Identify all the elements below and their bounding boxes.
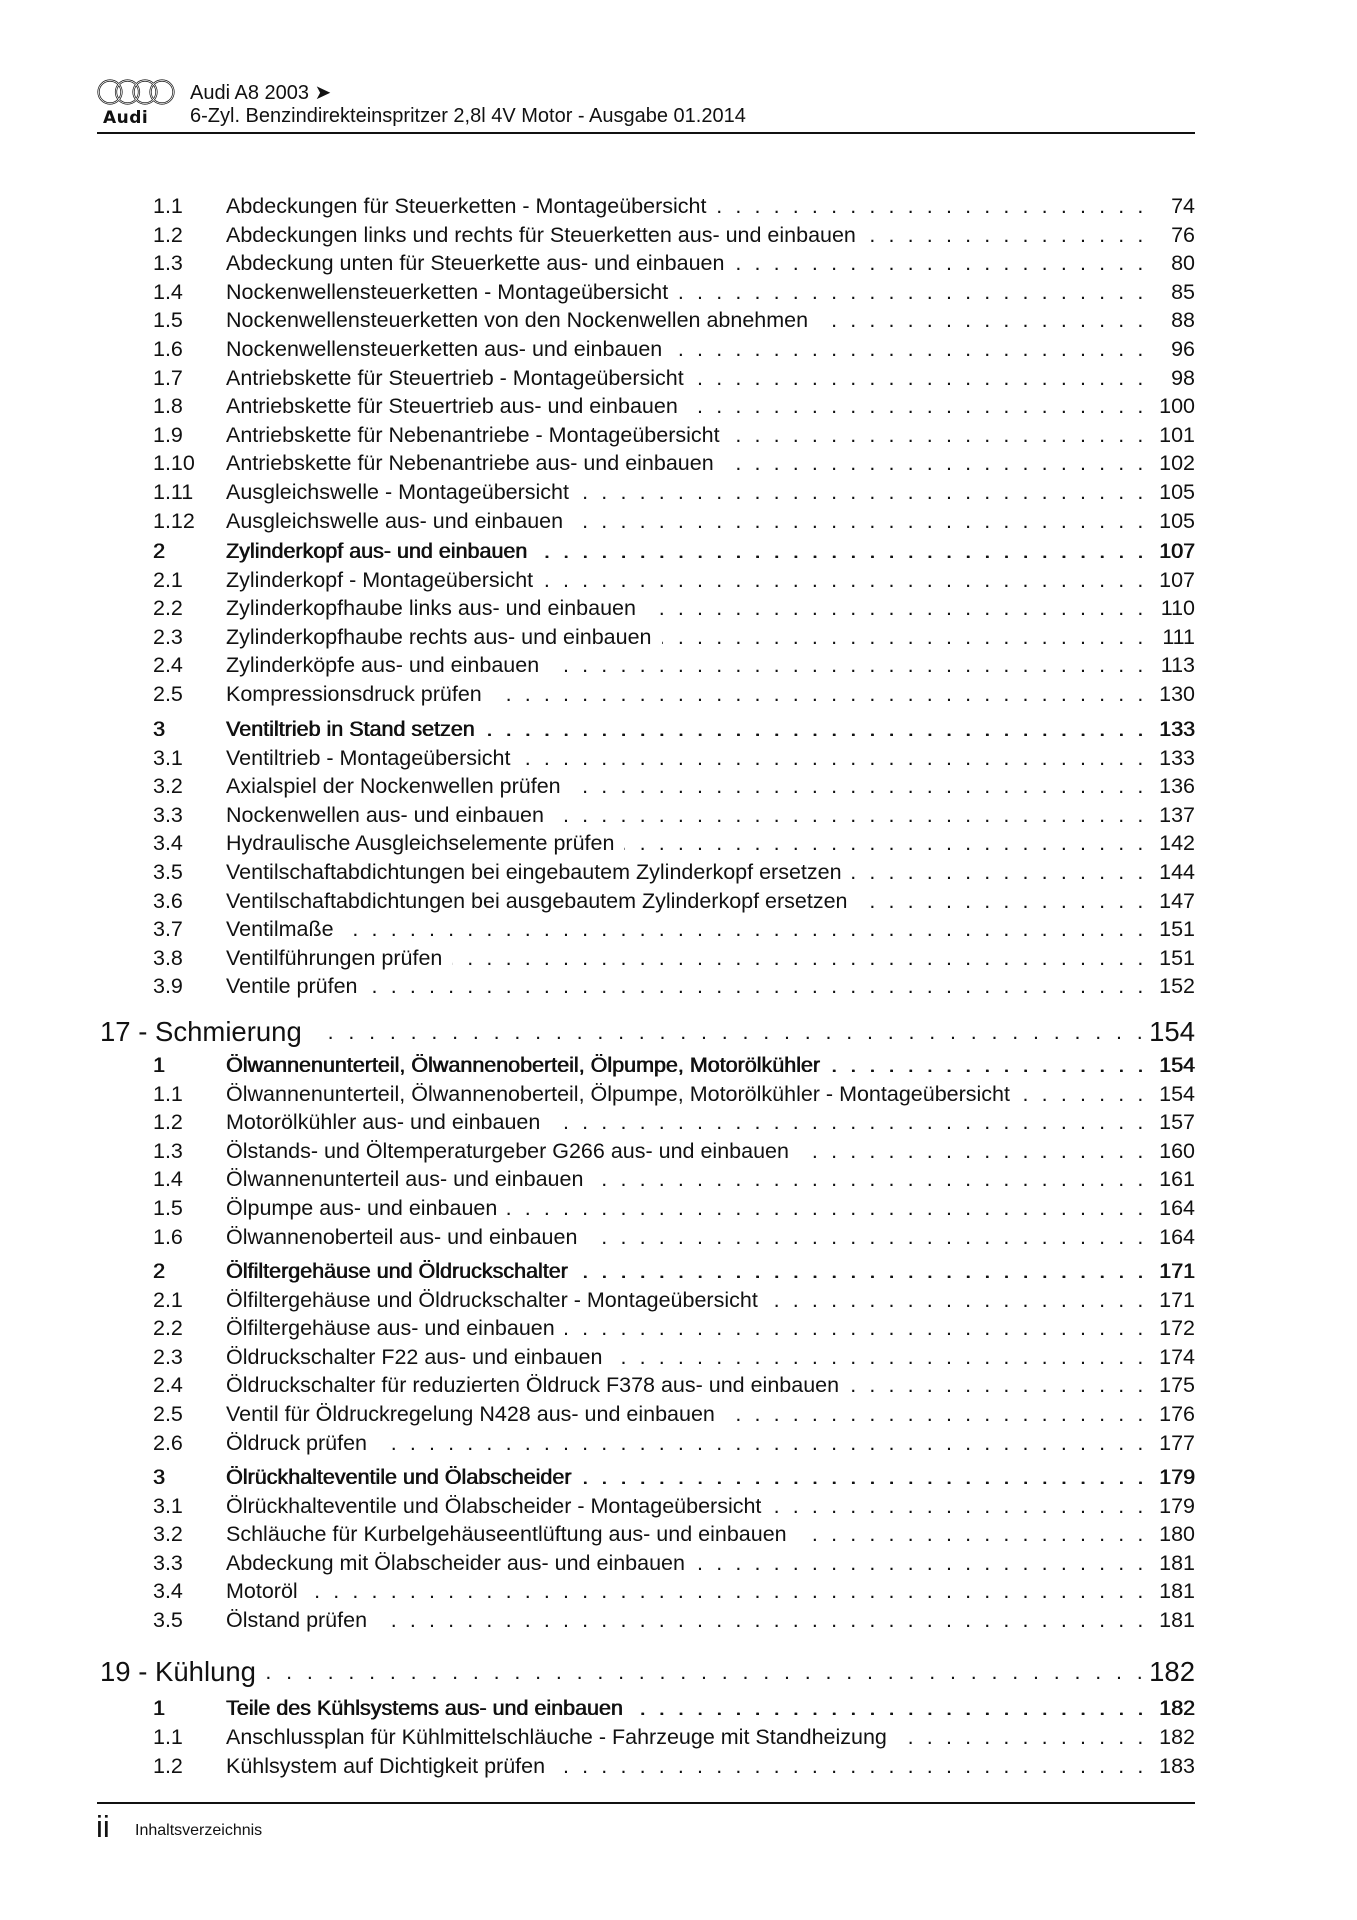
toc-entry[interactable]	[153, 1108, 1195, 1136]
dot-leader	[266, 1655, 1147, 1689]
dot-leader	[543, 566, 1147, 594]
toc-entry[interactable]	[153, 680, 1195, 708]
toc-entry-title: Ölpumpe aus- und einbauen	[226, 1196, 498, 1220]
toc-entry-title: Antriebskette für Steuertrieb aus- und einbauen	[226, 394, 678, 419]
toc-entry-page: 152	[1159, 974, 1195, 999]
dot-leader	[344, 915, 1147, 943]
dot-leader	[550, 1108, 1147, 1136]
dot-leader	[694, 364, 1147, 392]
dot-leader	[633, 1694, 1147, 1722]
toc-entry-page: 154	[1159, 1053, 1195, 1077]
dot-leader	[571, 772, 1147, 800]
toc-entry-number: 2.5	[153, 1402, 183, 1426]
footer-label: Inhaltsverzeichnis	[135, 1822, 263, 1839]
toc-entry-title: Zylinderkopf - Montageübersicht	[226, 567, 534, 592]
toc-entry-title: Schläuche für Kurbelgehäuseentlüftung aus- und einbauen	[226, 1522, 787, 1547]
toc-entry[interactable]	[153, 744, 1195, 772]
toc-entry-page: 102	[1159, 451, 1195, 476]
dot-leader	[492, 680, 1147, 708]
dot-leader	[858, 887, 1147, 915]
toc-entry-title: Motoröl	[226, 1579, 298, 1604]
toc-entry-page: 151	[1159, 945, 1195, 970]
toc-entry[interactable]	[153, 1520, 1195, 1548]
toc-entry[interactable]	[153, 1223, 1195, 1251]
toc-entry[interactable]	[153, 364, 1195, 392]
dot-leader	[549, 651, 1147, 679]
toc-entry-number: 1.2	[153, 222, 183, 247]
dot-leader	[799, 1137, 1147, 1165]
dot-leader	[1020, 1080, 1147, 1108]
brand-wordmark: Audi	[103, 108, 149, 128]
toc-entry-page: 88	[1171, 308, 1195, 333]
toc-entry-number: 2	[153, 1259, 165, 1283]
toc-entry-title: Abdeckungen links und rechts für Steuerketten aus- und einbauen	[226, 222, 856, 247]
toc-entry[interactable]	[153, 944, 1195, 972]
toc-entry-number: 3	[153, 1465, 165, 1489]
toc-entry-title: Ölstands- und Öltemperaturgeber G266 aus- und einbauen	[226, 1138, 789, 1163]
toc-entry-title: Ventiltrieb - Montageübersicht	[226, 745, 511, 770]
toc-entry[interactable]	[153, 221, 1195, 249]
toc-entry-number: 1.6	[153, 337, 183, 361]
toc-entry-number: 1.12	[153, 508, 195, 533]
toc-entry-page: 177	[1159, 1430, 1195, 1455]
dot-leader	[312, 1015, 1147, 1049]
toc-entry[interactable]	[153, 306, 1195, 334]
toc-entry-number: 2.3	[153, 624, 183, 649]
toc-entry[interactable]	[153, 772, 1195, 800]
dot-leader	[377, 1606, 1147, 1634]
toc-entry[interactable]	[153, 1314, 1195, 1342]
toc-entry-page: 161	[1159, 1167, 1195, 1192]
toc-entry[interactable]	[153, 801, 1195, 829]
toc-entry-title: 17 - Schmierung	[100, 1016, 302, 1047]
toc-entry-page: 154	[1159, 1081, 1195, 1106]
toc-entry-page: 74	[1171, 194, 1195, 218]
header-divider	[97, 132, 1195, 134]
toc-entry-title: Öldruck prüfen	[226, 1430, 368, 1455]
toc-entry-title: Zylinderkopf aus- und einbauen	[226, 539, 528, 563]
toc-entry-number: 1.1	[153, 194, 183, 218]
toc-entry-page: 176	[1159, 1402, 1195, 1426]
toc-entry-title: Nockenwellensteuerketten - Montageübersicht	[226, 279, 669, 304]
toc-entry[interactable]	[153, 829, 1195, 857]
toc-entry-title: Ausgleichswelle aus- und einbauen	[226, 508, 564, 533]
toc-entry-number: 3.5	[153, 860, 183, 884]
dot-leader	[452, 944, 1147, 972]
toc-entry-title: Ölwannenoberteil aus- und einbauen	[226, 1224, 578, 1249]
toc-entry-page: 105	[1159, 508, 1195, 533]
toc-entry-page: 113	[1160, 653, 1195, 678]
footer-divider	[97, 1802, 1195, 1804]
toc-entry-title: Ventilschaftabdichtungen bei eingebautem Zylinderkopf ersetzen	[226, 860, 842, 884]
toc-entry-page: 180	[1159, 1522, 1195, 1547]
toc-entry-title: Motorölkühler aus- und einbauen	[226, 1110, 541, 1135]
toc-entry-page: 179	[1159, 1465, 1195, 1489]
dot-leader	[368, 972, 1148, 1000]
toc-entry[interactable]	[153, 421, 1195, 449]
toc-entry-number: 1.1	[153, 1081, 183, 1106]
toc-entry-number: 2.5	[153, 682, 183, 706]
toc-entry-page: 98	[1171, 365, 1195, 390]
dot-leader	[730, 421, 1147, 449]
dot-leader	[830, 1051, 1147, 1079]
toc-entry-page: 110	[1160, 596, 1195, 621]
toc-entry-page: 164	[1159, 1196, 1195, 1220]
toc-entry-page: 171	[1159, 1259, 1195, 1283]
toc-section-entry[interactable]	[153, 715, 1195, 743]
dot-leader	[678, 278, 1147, 306]
toc-entry-number: 2.2	[153, 596, 183, 621]
toc-entry-title: Abdeckung mit Ölabscheider aus- und einbauen	[226, 1550, 685, 1575]
toc-entry[interactable]	[153, 1371, 1195, 1399]
toc-entry[interactable]	[153, 1194, 1195, 1222]
toc-entry-title: Ölrückhalteventile und Ölabscheider - Montageübersicht	[226, 1493, 762, 1518]
toc-entry-number: 1.11	[153, 480, 194, 504]
toc-entry-title: Zylinderkopfhaube links aus- und einbauen	[226, 596, 636, 621]
dot-leader	[554, 801, 1147, 829]
toc-entry-number: 2.1	[153, 1287, 183, 1312]
toc-entry-title: Teile des Kühlsystems aus- und einbauen	[226, 1696, 623, 1720]
toc-section-entry[interactable]	[153, 1694, 1195, 1722]
toc-entry-number: 3.7	[153, 917, 183, 942]
dot-leader	[897, 1723, 1147, 1751]
toc-entry-page: 171	[1159, 1287, 1195, 1312]
toc-entry-number: 2.6	[153, 1430, 183, 1455]
toc-entry-page: 76	[1171, 222, 1195, 247]
toc-entry-page: 164	[1159, 1224, 1195, 1249]
toc-entry-title: Ausgleichswelle - Montageübersicht	[226, 480, 569, 504]
dot-leader	[768, 1286, 1147, 1314]
dot-leader	[593, 1165, 1147, 1193]
toc-chapter-entry[interactable]	[100, 1655, 1195, 1689]
toc-entry-page: 181	[1159, 1579, 1195, 1604]
toc-entry[interactable]	[153, 449, 1195, 477]
toc-entry-page: 182	[1159, 1696, 1195, 1720]
toc-entry-number: 1.10	[153, 451, 195, 476]
toc-entry-number: 3.2	[153, 774, 183, 799]
dot-leader	[771, 1492, 1147, 1520]
toc-entry-title: Kühlsystem auf Dichtigkeit prüfen	[226, 1753, 546, 1778]
toc-entry-number: 2.1	[153, 567, 183, 592]
toc-entry-title: Kompressionsdruck prüfen	[226, 682, 482, 706]
toc-entry-title: Ventilführungen prüfen	[226, 945, 443, 970]
toc-entry-title: Ölstand prüfen	[226, 1608, 368, 1632]
toc-entry-title: Abdeckungen für Steuerketten - Montageübersicht	[226, 194, 707, 218]
toc-entry-page: 107	[1159, 567, 1195, 592]
toc-entry[interactable]	[153, 887, 1195, 915]
toc-entry-title: Ölfiltergehäuse und Öldruckschalter - Montageübersicht	[226, 1287, 758, 1312]
toc-entry-number: 3.8	[153, 945, 183, 970]
dot-leader	[672, 335, 1147, 363]
dot-leader	[624, 829, 1147, 857]
toc-entry-title: Zylinderkopfhaube rechts aus- und einbauen	[226, 624, 652, 649]
toc-entry-page: 160	[1159, 1138, 1195, 1163]
toc-entry-number: 1.2	[153, 1753, 183, 1778]
toc-entry-title: Ventilschaftabdichtungen bei ausgebautem Zylinderkopf ersetzen	[226, 888, 848, 913]
toc-entry-page: 100	[1159, 394, 1195, 419]
toc-entry-page: 107	[1159, 539, 1195, 563]
toc-entry-number: 3.1	[153, 1493, 183, 1518]
toc-entry[interactable]	[153, 1400, 1195, 1428]
toc-entry-title: Ölfiltergehäuse und Öldruckschalter	[226, 1259, 568, 1283]
toc-section-entry[interactable]	[153, 1463, 1195, 1491]
toc-entry-number: 2.4	[153, 1373, 183, 1398]
toc-entry-title: Ölwannenunterteil aus- und einbauen	[226, 1167, 584, 1192]
toc-entry-page: 144	[1159, 860, 1195, 884]
toc-entry-number: 3.6	[153, 888, 183, 913]
dot-leader	[695, 1549, 1147, 1577]
toc-entry-number: 3.3	[153, 802, 183, 827]
toc-entry-page: 133	[1159, 745, 1195, 770]
toc-entry-number: 2.3	[153, 1344, 183, 1369]
toc-entry[interactable]	[153, 278, 1195, 306]
toc-entry-page: 147	[1159, 888, 1195, 913]
toc-entry-title: Ölwannenunterteil, Ölwannenoberteil, Ölpumpe, Motorölkühler - Montageübersicht	[226, 1081, 1010, 1106]
toc-entry[interactable]	[153, 1165, 1195, 1193]
toc-entry-number: 3.2	[153, 1522, 183, 1547]
toc-entry[interactable]	[153, 566, 1195, 594]
toc-entry[interactable]	[153, 478, 1195, 506]
dot-leader	[688, 392, 1147, 420]
toc-section-entry[interactable]	[153, 537, 1195, 565]
toc-entry[interactable]	[153, 249, 1195, 277]
toc-entry-page: 182	[1159, 1725, 1195, 1749]
toc-entry-page: 105	[1159, 480, 1195, 504]
toc-entry[interactable]	[153, 1286, 1195, 1314]
toc-entry[interactable]	[153, 623, 1195, 651]
toc-entry[interactable]	[153, 594, 1195, 622]
toc-entry-number: 1.2	[153, 1110, 183, 1135]
toc-entry-page: 172	[1159, 1316, 1195, 1341]
toc-entry-page: 101	[1159, 422, 1195, 447]
toc-entry-title: Abdeckung unten für Steuerkette aus- und einbauen	[226, 251, 725, 276]
dot-leader	[852, 858, 1147, 886]
dot-leader	[587, 1223, 1147, 1251]
toc-entry-title: Öldruckschalter für reduzierten Öldruck F378 aus- und einbauen	[226, 1373, 840, 1398]
dot-leader	[507, 1194, 1147, 1222]
toc-entry-number: 2	[153, 539, 165, 563]
toc-entry-page: 175	[1159, 1373, 1195, 1398]
toc-entry-number: 1.6	[153, 1224, 183, 1249]
toc-entry-title: Hydraulische Ausgleichselemente prüfen	[226, 831, 615, 856]
toc-entry-title: Zylinderköpfe aus- und einbauen	[226, 653, 540, 678]
toc-entry-title: Nockenwellensteuerketten von den Nockenwellen abnehmen	[226, 308, 809, 333]
toc-entry[interactable]	[153, 1577, 1195, 1605]
dot-leader	[377, 1429, 1147, 1457]
dot-leader	[725, 1400, 1147, 1428]
toc-entry-number: 1.7	[153, 365, 183, 390]
toc-entry-title: Antriebskette für Steuertrieb - Montageübersicht	[226, 365, 684, 390]
toc-entry-title: 19 - Kühlung	[100, 1656, 256, 1687]
toc-entry-number: 1.8	[153, 394, 183, 419]
toc-entry-number: 3.4	[153, 1579, 183, 1604]
toc-entry-page: 130	[1159, 682, 1195, 706]
dot-leader	[724, 449, 1147, 477]
dot-leader	[866, 221, 1147, 249]
toc-entry-title: Ölfiltergehäuse aus- und einbauen	[226, 1316, 555, 1341]
toc-entry[interactable]	[153, 1723, 1195, 1751]
toc-entry-page: 142	[1159, 831, 1195, 856]
toc-entry[interactable]	[153, 507, 1195, 535]
toc-entry[interactable]	[153, 1752, 1195, 1780]
dot-leader	[573, 507, 1147, 535]
toc-entry-page: 137	[1159, 802, 1195, 827]
dot-leader	[537, 537, 1147, 565]
toc-entry-title: Ventilmaße	[226, 917, 334, 942]
dot-leader	[485, 715, 1147, 743]
toc-entry-page: 96	[1171, 337, 1195, 361]
dot-leader	[579, 478, 1147, 506]
toc-entry-page: 80	[1171, 251, 1195, 276]
toc-entry[interactable]	[153, 1080, 1195, 1108]
toc-entry-title: Ventile prüfen	[226, 974, 358, 999]
toc-entry-title: Anschlussplan für Kühlmittelschläuche - Fahrzeuge mit Standheizung	[226, 1725, 887, 1749]
dot-leader	[716, 192, 1147, 220]
dot-leader	[308, 1577, 1147, 1605]
dot-leader	[578, 1257, 1147, 1285]
toc-entry-number: 1.1	[153, 1725, 183, 1749]
dot-leader	[581, 1463, 1147, 1491]
toc-entry[interactable]	[153, 651, 1195, 679]
toc-entry[interactable]	[153, 1429, 1195, 1457]
toc-entry-title: Antriebskette für Nebenantriebe aus- und einbauen	[226, 451, 714, 476]
document-subtitle: 6-Zyl. Benzindirekteinspritzer 2,8l 4V Motor - Ausgabe 01.2014	[190, 105, 746, 127]
toc-entry[interactable]	[153, 858, 1195, 886]
toc-entry-title: Nockenwellensteuerketten aus- und einbauen	[226, 337, 663, 361]
toc-entry-number: 1.3	[153, 251, 183, 276]
toc-entry[interactable]	[153, 1549, 1195, 1577]
dot-leader	[818, 306, 1147, 334]
toc-entry[interactable]	[153, 972, 1195, 1000]
toc-entry-page: 157	[1159, 1110, 1195, 1135]
toc-entry-page: 133	[1159, 717, 1195, 741]
toc-entry[interactable]	[153, 915, 1195, 943]
toc-entry-title: Ölwannenunterteil, Ölwannenoberteil, Ölpumpe, Motorölkühler	[226, 1053, 820, 1077]
document-title: Audi A8 2003 ➤	[190, 82, 332, 104]
toc-entry-number: 3.9	[153, 974, 183, 999]
toc-entry-title: Ventil für Öldruckregelung N428 aus- und einbauen	[226, 1402, 715, 1426]
toc-entry-page: 182	[1149, 1656, 1195, 1687]
toc-entry-number: 1	[153, 1696, 165, 1720]
dot-leader	[797, 1520, 1147, 1548]
toc-entry-number: 3	[153, 717, 165, 741]
toc-entry-number: 1	[153, 1053, 165, 1077]
toc-entry-number: 1.3	[153, 1138, 183, 1163]
toc-entry-title: Ölrückhalteventile und Ölabscheider	[226, 1465, 572, 1489]
dot-leader	[520, 744, 1147, 772]
toc-entry-page: 111	[1162, 624, 1195, 649]
toc-entry-title: Nockenwellen aus- und einbauen	[226, 802, 544, 827]
toc-entry[interactable]	[153, 1606, 1195, 1634]
toc-entry-page: 174	[1159, 1344, 1195, 1369]
toc-entry-title: Antriebskette für Nebenantriebe - Montageübersicht	[226, 422, 720, 447]
toc-entry[interactable]	[153, 1343, 1195, 1371]
toc-entry[interactable]	[153, 1492, 1195, 1520]
toc-entry-number: 2.4	[153, 653, 183, 678]
toc-entry-number: 1.5	[153, 308, 183, 333]
toc-entry-number: 1.5	[153, 1196, 183, 1220]
toc-entry-title: Öldruckschalter F22 aus- und einbauen	[226, 1344, 603, 1369]
toc-section-entry[interactable]	[153, 1051, 1195, 1079]
toc-entry-page: 136	[1159, 774, 1195, 799]
toc-entry-page: 85	[1171, 279, 1195, 304]
toc-entry-page: 181	[1159, 1608, 1195, 1632]
toc-entry-page: 179	[1159, 1493, 1195, 1518]
toc-entry[interactable]	[153, 392, 1195, 420]
toc-entry-number: 3.5	[153, 1608, 183, 1632]
dot-leader	[849, 1371, 1147, 1399]
toc-entry-number: 1.9	[153, 422, 183, 447]
dot-leader	[612, 1343, 1147, 1371]
toc-section-entry[interactable]	[153, 1257, 1195, 1285]
dot-leader	[555, 1752, 1147, 1780]
toc-entry-number: 3.3	[153, 1550, 183, 1575]
toc-entry-number: 3.1	[153, 745, 183, 770]
dot-leader	[565, 1314, 1147, 1342]
toc-entry[interactable]	[153, 1137, 1195, 1165]
toc-entry-title: Axialspiel der Nockenwellen prüfen	[226, 774, 561, 799]
page-number: ii	[96, 1809, 110, 1844]
dot-leader	[662, 623, 1147, 651]
toc-entry-page: 183	[1159, 1753, 1195, 1778]
dot-leader	[646, 594, 1147, 622]
toc-entry-number: 3.4	[153, 831, 183, 856]
toc-chapter-entry[interactable]	[100, 1015, 1195, 1049]
toc-entry-page: 181	[1159, 1550, 1195, 1575]
toc-entry-title: Ventiltrieb in Stand setzen	[226, 717, 475, 741]
toc-entry-page: 154	[1149, 1016, 1195, 1047]
toc-entry[interactable]	[153, 192, 1195, 220]
toc-entry[interactable]	[153, 335, 1195, 363]
toc-entry-number: 2.2	[153, 1316, 183, 1341]
toc-entry-page: 151	[1159, 917, 1195, 942]
audi-four-rings-icon	[97, 78, 175, 106]
toc-entry-number: 1.4	[153, 1167, 183, 1192]
toc-entry-number: 1.4	[153, 279, 183, 304]
dot-leader	[734, 249, 1147, 277]
